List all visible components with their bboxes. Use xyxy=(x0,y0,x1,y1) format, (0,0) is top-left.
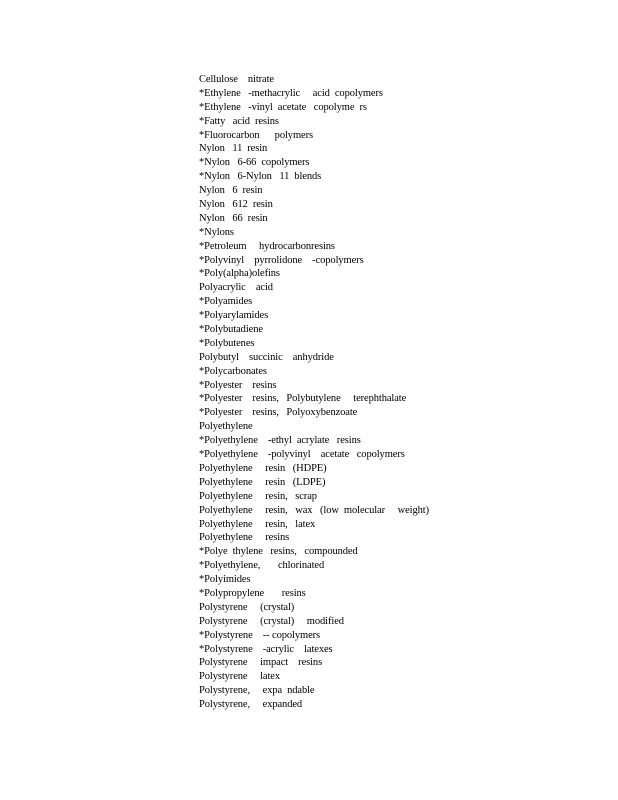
term-list-item: *Polyamides xyxy=(199,296,253,308)
term-list-item: Polystyrene, expa ndable xyxy=(199,685,315,697)
term-list-item: Polyethylene resin (HDPE) xyxy=(199,462,327,474)
term-list-item: *Polye thylene resins, compounded xyxy=(199,546,358,558)
term-list-item: Polystyrene (crystal) xyxy=(199,601,295,613)
term-list-item: *Fluorocarbon polymers xyxy=(199,129,313,141)
term-list-item: *Polyarylamides xyxy=(199,310,269,322)
term-list-item: *Polyethylene -polyvinyl acetate copolymers xyxy=(199,449,405,461)
term-list-item: Polyethylene resin (LDPE) xyxy=(199,476,326,488)
term-list-item: *Ethylene -vinyl acetate copolyme rs xyxy=(199,101,367,113)
term-list-item: Nylon 612 resin xyxy=(199,199,273,211)
term-list-item: *Nylon 6-66 copolymers xyxy=(199,157,310,169)
term-list-item: *Polyimides xyxy=(199,574,251,586)
term-list-item: Polystyrene impact resins xyxy=(199,657,323,669)
term-list-item: *Nylon 6-Nylon 11 blends xyxy=(199,171,322,183)
term-list-item: *Poly(alpha)olefins xyxy=(199,268,280,280)
term-list-item: *Polyester resins xyxy=(199,379,277,391)
term-list-item: *Polyester resins, Polybutylene terephthalate xyxy=(199,393,407,405)
term-list-item: *Nylons xyxy=(199,226,234,238)
term-list-item: Nylon 6 resin xyxy=(199,185,263,197)
term-list-item: Polystyrene latex xyxy=(199,671,281,683)
term-list-item: *Ethylene -methacrylic acid copolymers xyxy=(199,87,383,99)
term-list-item: *Polystyrene -acrylic latexes xyxy=(199,643,333,655)
term-list-item: *Polyethylene, chlorinated xyxy=(199,560,325,572)
term-list-item: *Polystyrene -- copolymers xyxy=(199,629,321,641)
polymer-term-list xyxy=(199,73,429,712)
term-list-item: Cellulose nitrate xyxy=(199,74,274,85)
term-list-item: Polyethylene resin, wax (low molecular weight) xyxy=(199,504,430,516)
term-list-item: Polyethylene resin, scrap xyxy=(199,490,317,502)
term-list-item: *Polycarbonates xyxy=(199,365,267,377)
term-list-item: Polyethylene resin, latex xyxy=(199,518,316,530)
term-list-item: Nylon 11 resin xyxy=(199,143,268,155)
term-list-item: *Fatty acid resins xyxy=(199,115,279,127)
term-list-item: Polyacrylic acid xyxy=(199,282,273,294)
term-list-item: *Petroleum hydrocarbonresins xyxy=(199,240,335,252)
term-list-item: Polyethylene xyxy=(199,421,253,433)
term-list-item: Polystyrene, expanded xyxy=(199,699,303,711)
term-list-item: *Polyvinyl pyrrolidone -copolymers xyxy=(199,254,364,266)
term-list-item: Nylon 66 resin xyxy=(199,212,268,224)
term-list-item: *Polybutenes xyxy=(199,337,255,349)
term-list-item: *Polybutadiene xyxy=(199,324,263,336)
term-list-item: *Polypropylene resins xyxy=(199,587,306,599)
term-list-item: *Polyethylene -ethyl acrylate resins xyxy=(199,435,361,447)
term-list-item: Polybutyl succinic anhydride xyxy=(199,351,334,363)
term-list-item: *Polyester resins, Polyoxybenzoate xyxy=(199,407,358,419)
term-list-item: Polystyrene (crystal) modified xyxy=(199,615,344,627)
term-list-item: Polyethylene resins xyxy=(199,532,290,544)
